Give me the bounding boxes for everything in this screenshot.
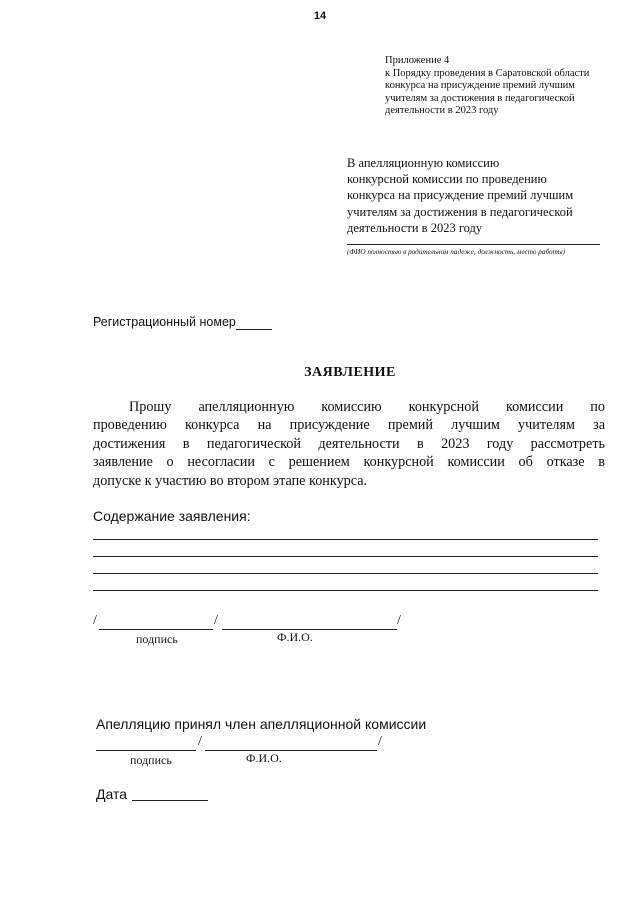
appendix-line: к Порядку проведения в Саратовской области <box>385 67 590 79</box>
name-caption: Ф.И.О. <box>246 751 282 765</box>
body-line: допуске к участию во втором этапе конкурса. <box>93 472 368 489</box>
slash-mark: / <box>378 734 382 749</box>
addressee-line: В апелляционную комиссию <box>347 156 500 170</box>
appendix-line: учителям за достижения в педагогической <box>385 92 575 104</box>
signature-caption: подпись <box>130 753 172 767</box>
body-line: достижения в педагогической деятельности в 2023 году рассмотреть <box>93 435 605 452</box>
addressee-line: учителям за достижения в педагогической <box>347 204 573 219</box>
applicant-signature-field[interactable] <box>99 629 213 630</box>
slash-mark: / <box>397 613 401 628</box>
content-line[interactable] <box>93 556 598 557</box>
content-line[interactable] <box>93 573 598 574</box>
date-field[interactable] <box>132 800 208 801</box>
member-name-field[interactable] <box>205 750 377 751</box>
appeal-accepted-label: Апелляцию принял член апелляционной комиссии <box>96 716 427 732</box>
registration-number <box>93 315 236 329</box>
applicant-fio-field[interactable] <box>347 244 600 245</box>
signature-caption: подпись <box>136 632 178 646</box>
document-title: ЗАЯВЛЕНИЕ <box>304 365 396 380</box>
content-line[interactable] <box>93 590 598 591</box>
body-line: заявление о несогласии с решением конкурсной комиссии об отказе в <box>93 454 605 471</box>
slash-mark: / <box>93 613 97 628</box>
fio-hint: (ФИО полностью в родительном падеже, должность, место работы) <box>347 248 566 256</box>
appendix-line: деятельности в 2023 году <box>385 105 499 117</box>
registration-number-field[interactable] <box>236 329 272 330</box>
body-line: проведению конкурса на присуждение премий лучшим учителям за <box>93 417 605 434</box>
slash-mark: / <box>198 734 202 749</box>
content-label: Содержание заявления: <box>93 508 251 524</box>
addressee-block <box>347 155 617 236</box>
content-line[interactable] <box>93 539 598 540</box>
slash-mark: / <box>214 613 218 628</box>
appendix-reference <box>385 55 625 118</box>
date-label: Дата <box>96 786 128 802</box>
member-signature-field[interactable] <box>96 750 196 751</box>
addressee-line: конкурсной комиссии по проведению <box>347 172 547 187</box>
page-number: 14 <box>313 10 327 22</box>
registration-number-label: Регистрационный номер <box>93 315 236 329</box>
addressee-line: конкурса на присуждение премий лучшим <box>347 188 574 203</box>
name-caption: Ф.И.О. <box>277 630 313 644</box>
statement-body <box>93 398 605 490</box>
addressee-line: деятельности в 2023 году <box>347 220 483 235</box>
appendix-line: конкурса на присуждение премий лучшим <box>385 80 575 92</box>
body-line: Прошу апелляционную комиссию конкурсной комиссии по <box>129 399 605 415</box>
appendix-line: Приложение 4 <box>385 55 450 66</box>
